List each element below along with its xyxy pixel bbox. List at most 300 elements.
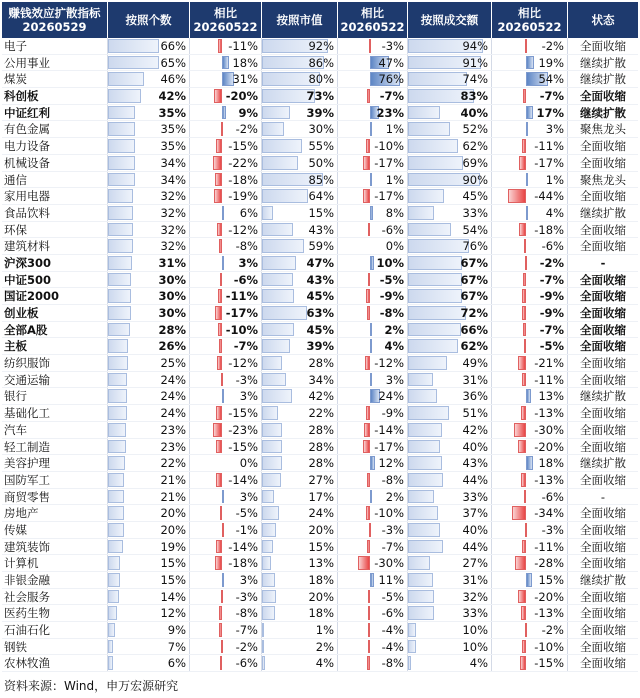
cell-value: -21% (534, 356, 564, 371)
cell-marketcap-change (338, 589, 408, 605)
row-name: 建筑材料 (2, 238, 108, 254)
cell-value: 17% (308, 489, 334, 504)
value-bar (108, 656, 113, 670)
cell-count-change (190, 71, 262, 87)
row-status: 全面收缩 (580, 222, 626, 237)
value-bar (262, 122, 284, 136)
decrease-bar (368, 273, 370, 287)
cell-value: 94% (462, 39, 488, 53)
decrease-bar (366, 406, 370, 420)
decrease-bar (523, 89, 526, 103)
value-bar (262, 590, 276, 604)
cell-value: 32% (160, 222, 186, 237)
decrease-bar (215, 173, 222, 187)
cell-value: -3% (381, 39, 404, 53)
cell-count-change (190, 539, 262, 555)
value-bar (408, 273, 462, 287)
cell-turnover-change (492, 372, 568, 388)
cell-value: -3% (235, 589, 258, 604)
table-row (2, 188, 638, 205)
cell-value: -8% (381, 656, 404, 671)
decrease-bar (214, 89, 222, 103)
row-status: 全面收缩 (580, 606, 626, 621)
cell-value: -8% (235, 606, 258, 621)
increase-bar (222, 106, 226, 120)
header-turnover-change (492, 2, 568, 38)
value-bar (408, 656, 411, 670)
cell-value: 30% (158, 272, 186, 287)
cell-value: -14% (228, 539, 258, 554)
cell-value: -7% (539, 322, 564, 337)
cell-turnover-change (492, 238, 568, 254)
value-bar (408, 122, 450, 136)
cell-value: -6% (541, 489, 564, 504)
cell-turnover-change (492, 288, 568, 304)
cell-value: 28% (308, 456, 334, 471)
value-bar (108, 556, 120, 570)
decrease-bar (525, 39, 527, 53)
cell-turnover-bar (408, 105, 492, 121)
cell-turnover-bar (408, 405, 492, 421)
cell-count-change (190, 439, 262, 455)
row-name: 创业板 (2, 305, 108, 321)
cell-marketcap-change (338, 422, 408, 438)
cell-value: -4% (381, 623, 404, 638)
cell-value: 6% (167, 656, 186, 671)
value-bar (108, 189, 133, 203)
value-bar (262, 490, 274, 504)
cell-value: 64% (308, 189, 334, 204)
row-name: 轻工制造 (2, 439, 108, 455)
cell-marketcap-bar (262, 522, 338, 538)
cell-value: 62% (462, 139, 488, 154)
cell-value: 42% (158, 89, 186, 104)
value-bar (408, 139, 458, 153)
cell-value: 24% (160, 389, 186, 404)
cell-count-change (190, 205, 262, 221)
increase-bar (370, 456, 375, 470)
increase-bar (222, 256, 224, 270)
cell-turnover-change (492, 355, 568, 371)
decrease-bar (523, 323, 526, 337)
value-bar (408, 423, 442, 437)
increase-bar (526, 456, 533, 470)
cell-turnover-bar (408, 188, 492, 204)
decrease-bar (508, 189, 526, 203)
header-change-label: 相比 (518, 6, 541, 20)
value-bar (108, 356, 128, 370)
value-bar (408, 640, 416, 654)
decrease-bar (519, 156, 526, 170)
cell-value: 1% (385, 122, 404, 137)
cell-value: 20% (308, 589, 334, 604)
row-name: 有色金属 (2, 121, 108, 137)
value-bar (108, 323, 130, 337)
row-name: 计算机 (2, 555, 108, 571)
cell-value: 42% (308, 389, 334, 404)
cell-count-change (190, 38, 262, 54)
value-bar (108, 139, 135, 153)
cell-turnover-bar (408, 238, 492, 254)
table-row (2, 472, 638, 489)
cell-value: -3% (541, 522, 564, 537)
value-bar (262, 289, 294, 303)
value-bar (108, 39, 159, 53)
cell-count-bar (108, 305, 190, 321)
value-bar (408, 473, 443, 487)
value-bar (408, 440, 440, 454)
increase-bar (370, 256, 374, 270)
decrease-bar (216, 406, 222, 420)
decrease-bar (365, 356, 370, 370)
cell-value: 43% (462, 456, 488, 471)
cell-value: -9% (379, 289, 404, 304)
decrease-bar (220, 273, 222, 287)
row-name: 农林牧渔 (2, 655, 108, 671)
cell-value: 15% (538, 573, 564, 587)
cell-value: -30% (534, 422, 564, 437)
value-bar (408, 556, 430, 570)
cell-marketcap-change (338, 305, 408, 321)
cell-value: -13% (534, 406, 564, 421)
decrease-bar (518, 356, 526, 370)
decrease-bar (523, 273, 526, 287)
cell-value: 62% (460, 339, 488, 354)
cell-marketcap-bar (262, 555, 338, 571)
cell-turnover-bar (408, 522, 492, 538)
cell-value: 66% (460, 322, 488, 337)
row-name: 医药生物 (2, 605, 108, 621)
cell-turnover-bar (408, 338, 492, 354)
cell-value: 42% (462, 422, 488, 437)
cell-value: -11% (228, 39, 258, 53)
cell-turnover-bar (408, 255, 492, 271)
value-bar (408, 389, 437, 403)
cell-count-bar (108, 455, 190, 471)
table-row (2, 555, 638, 572)
cell-marketcap-change (338, 572, 408, 588)
cell-turnover-change (492, 555, 568, 571)
value-bar (262, 473, 281, 487)
cell-marketcap-change (338, 322, 408, 338)
cell-value: 18% (308, 573, 334, 587)
cell-value: -30% (374, 556, 404, 571)
row-status: 全面收缩 (580, 139, 626, 154)
cell-turnover-change (492, 255, 568, 271)
value-bar (408, 540, 443, 554)
cell-value: 39% (306, 105, 334, 120)
cell-value: 43% (306, 272, 334, 287)
header-change-label: 相比 (214, 6, 237, 20)
cell-value: 12% (160, 606, 186, 621)
cell-turnover-change (492, 522, 568, 538)
cell-value: 3% (545, 122, 564, 137)
cell-value: 15% (160, 573, 186, 587)
cell-value: 22% (308, 406, 334, 421)
value-bar (108, 540, 123, 554)
cell-count-bar (108, 155, 190, 171)
cell-count-change (190, 338, 262, 354)
value-bar (408, 72, 467, 86)
table-row (2, 489, 638, 506)
table-row (2, 639, 638, 656)
row-name: 沪深300 (2, 255, 108, 271)
row-name: 电子 (2, 38, 108, 54)
cell-turnover-bar (408, 322, 492, 338)
cell-value: 69% (462, 155, 488, 170)
value-bar (262, 389, 292, 403)
cell-marketcap-bar (262, 55, 338, 71)
cell-marketcap-change (338, 55, 408, 71)
value-bar (108, 373, 127, 387)
row-status: 继续扩散 (580, 105, 626, 120)
cell-count-change (190, 255, 262, 271)
cell-count-change (190, 472, 262, 488)
cell-marketcap-bar (262, 205, 338, 221)
cell-marketcap-change (338, 455, 408, 471)
cell-value: 72% (460, 306, 488, 320)
cell-marketcap-bar (262, 88, 338, 104)
decrease-bar (518, 440, 526, 454)
cell-count-bar (108, 622, 190, 638)
cell-count-bar (108, 388, 190, 404)
cell-count-change (190, 355, 262, 371)
decrease-bar (221, 373, 223, 387)
cell-marketcap-change (338, 121, 408, 137)
decrease-bar (368, 640, 370, 654)
cell-value: 39% (306, 339, 334, 354)
decrease-bar (368, 590, 370, 604)
table-row (2, 522, 638, 539)
increase-bar (526, 122, 528, 136)
cell-count-bar (108, 405, 190, 421)
cell-value: 0% (385, 239, 404, 254)
cell-marketcap-bar (262, 105, 338, 121)
cell-value: -2% (539, 255, 564, 270)
value-bar (408, 323, 461, 337)
cell-value: 90% (462, 172, 488, 187)
cell-marketcap-change (338, 255, 408, 271)
cell-count-bar (108, 505, 190, 521)
decrease-bar (368, 606, 370, 620)
cell-turnover-change (492, 338, 568, 354)
decrease-bar (522, 540, 526, 554)
value-bar (108, 223, 133, 237)
cell-count-bar (108, 55, 190, 71)
cell-value: 46% (160, 72, 186, 87)
cell-turnover-bar (408, 172, 492, 188)
cell-value: -11% (534, 139, 564, 154)
increase-bar (370, 323, 372, 337)
cell-value: -1% (235, 522, 258, 537)
cell-marketcap-bar (262, 355, 338, 371)
header-change-label: 相比 (361, 6, 384, 20)
value-bar (408, 106, 440, 120)
cell-marketcap-change (338, 205, 408, 221)
cell-value: -20% (225, 89, 258, 104)
row-status: - (600, 489, 606, 504)
cell-value: -12% (228, 356, 258, 371)
cell-value: -3% (235, 372, 258, 387)
cell-value: 20% (308, 522, 334, 537)
table-row (2, 38, 638, 55)
cell-value: 23% (160, 422, 186, 437)
value-bar (262, 406, 278, 420)
cell-value: 31% (232, 72, 258, 87)
header-indicator-title: 赚钱效应扩散指标 (8, 6, 101, 20)
cell-marketcap-bar (262, 589, 338, 605)
cell-marketcap-change (338, 639, 408, 655)
value-bar (262, 606, 275, 620)
cell-marketcap-bar (262, 155, 338, 171)
header-count-label: 按照个数 (125, 13, 172, 27)
decrease-bar (364, 423, 370, 437)
row-status: 全面收缩 (580, 589, 626, 604)
cell-value: 28% (308, 422, 334, 437)
cell-value: -10% (534, 639, 564, 654)
cell-turnover-change (492, 505, 568, 521)
value-bar (408, 573, 433, 587)
value-bar (262, 456, 282, 470)
cell-value: 6% (239, 205, 258, 220)
cell-value: 3% (239, 573, 258, 587)
cell-value: 35% (158, 105, 186, 120)
value-bar (408, 156, 463, 170)
table-row (2, 55, 638, 72)
cell-value: -6% (233, 272, 258, 287)
value-bar (262, 106, 290, 120)
cell-count-change (190, 388, 262, 404)
cell-value: -9% (539, 289, 564, 304)
decrease-bar (367, 656, 370, 670)
decrease-bar (521, 406, 526, 420)
cell-marketcap-bar (262, 222, 338, 238)
row-status: 聚焦龙头 (580, 172, 626, 187)
cell-count-bar (108, 255, 190, 271)
cell-value: 28% (308, 439, 334, 454)
cell-marketcap-bar (262, 305, 338, 321)
cell-value: 4% (545, 205, 564, 220)
table-row (2, 222, 638, 239)
cell-count-change (190, 639, 262, 655)
increase-bar (370, 573, 374, 587)
cell-marketcap-bar (262, 655, 338, 671)
table-header (2, 2, 638, 38)
value-bar (108, 239, 133, 253)
decrease-bar (522, 373, 526, 387)
decrease-bar (222, 523, 224, 537)
value-bar (108, 456, 125, 470)
cell-value: 12% (378, 456, 404, 471)
cell-marketcap-bar (262, 238, 338, 254)
cell-count-bar (108, 138, 190, 154)
cell-marketcap-change (338, 405, 408, 421)
cell-turnover-change (492, 405, 568, 421)
value-bar (408, 189, 444, 203)
cell-value: -5% (235, 506, 258, 521)
cell-value: 40% (460, 105, 488, 120)
cell-value: 10% (462, 639, 488, 654)
decrease-bar (218, 39, 222, 53)
cell-marketcap-change (338, 505, 408, 521)
cell-count-bar (108, 272, 190, 288)
cell-marketcap-change (338, 338, 408, 354)
table-row (2, 589, 638, 606)
cell-turnover-bar (408, 205, 492, 221)
header-status (568, 2, 638, 38)
cell-value: -28% (534, 556, 564, 571)
value-bar (408, 606, 434, 620)
increase-bar (526, 389, 531, 403)
row-status: 聚焦龙头 (580, 122, 626, 137)
cell-value: -5% (539, 339, 564, 354)
row-status: 全面收缩 (580, 522, 626, 537)
row-name: 房地产 (2, 505, 108, 521)
decrease-bar (213, 156, 222, 170)
value-bar (262, 573, 275, 587)
row-status: 继续扩散 (580, 205, 626, 220)
row-name: 煤炭 (2, 71, 108, 87)
value-bar (262, 640, 264, 654)
decrease-bar (219, 339, 222, 353)
value-bar (108, 606, 117, 620)
decrease-bar (525, 523, 527, 537)
cell-turnover-change (492, 605, 568, 621)
cell-value: -5% (379, 272, 404, 287)
increase-bar (526, 173, 528, 187)
cell-value: -2% (541, 623, 564, 638)
cell-value: 74% (462, 72, 488, 87)
cell-count-change (190, 121, 262, 137)
cell-value: -6% (381, 222, 404, 237)
row-name: 通信 (2, 172, 108, 188)
cell-turnover-bar (408, 372, 492, 388)
cell-value: 3% (385, 372, 404, 387)
cell-value: 49% (462, 356, 488, 371)
cell-value: -6% (381, 606, 404, 621)
cell-value: -15% (228, 406, 258, 421)
table-row (2, 255, 638, 272)
decrease-bar (522, 289, 526, 303)
cell-turnover-change (492, 622, 568, 638)
decrease-bar (369, 39, 371, 53)
cell-value: 28% (308, 356, 334, 371)
row-name: 钢铁 (2, 639, 108, 655)
cell-marketcap-bar (262, 372, 338, 388)
cell-count-change (190, 572, 262, 588)
row-name: 机械设备 (2, 155, 108, 171)
header-count (108, 2, 190, 38)
cell-value: 3% (239, 489, 258, 504)
value-bar (108, 389, 127, 403)
decrease-bar (215, 556, 222, 570)
decrease-bar (524, 339, 526, 353)
cell-value: 10% (376, 255, 404, 270)
header-count-change (190, 2, 262, 38)
decrease-bar (518, 590, 526, 604)
value-bar (262, 506, 279, 520)
cell-turnover-change (492, 455, 568, 471)
cell-value: -14% (374, 422, 404, 437)
row-name: 中证红利 (2, 105, 108, 121)
decrease-bar (520, 656, 526, 670)
row-name: 食品饮料 (2, 205, 108, 221)
cell-count-change (190, 455, 262, 471)
cell-turnover-change (492, 121, 568, 137)
header-change-date: 20260522 (340, 20, 405, 34)
cell-count-change (190, 422, 262, 438)
cell-value: 1% (545, 172, 564, 187)
